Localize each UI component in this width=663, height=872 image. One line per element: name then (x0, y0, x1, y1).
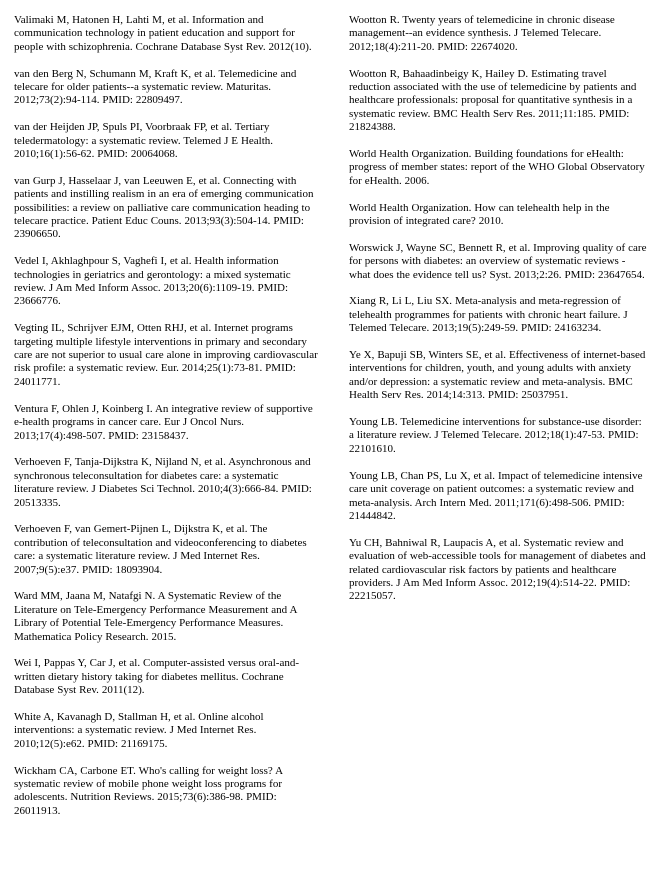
reference-entry: van der Heijden JP, Spuls PI, Voorbraak FP, et al. Tertiary teledermatology: a systematic review. Telemed J E Health. 2010;16(1):56-62. PMID: 20064068. (14, 121, 274, 161)
reference-entry: Verhoeven F, van Gemert-Pijnen L, Dijkstra K, et al. The contribution of teleconsultation and videoconferencing to diabetes care: a systematic literature review. J Med Internet Res. 2007;9(5):e37. PMID: 18093904. (14, 523, 307, 576)
reference-entry: Ward MM, Jaana M, Natafgi N. A Systematic Review of the Literature on Tele-Emergency Performance Measurement and A Library of Potential Tele-Emergency Performance Measures. Mathematica Policy Research. 2015. (14, 590, 297, 643)
reference-entry: Xiang R, Li L, Liu SX. Meta-analysis and meta-regression of telehealth programmes for patients with chronic heart failure. J Telemed Telecare. 2013;19(5):249-59. PMID: 24163234. (349, 295, 628, 335)
reference-entry: Young LB. Telemedicine interventions for substance-use disorder: a literature review. J Telemed Telecare. 2012;18(1):47-53. PMID: 22101610. (349, 416, 642, 455)
reference-entry: Wickham CA, Carbone ET. Who's calling for weight loss? A systematic review of mobile phone weight loss programs for adolescents. Nutrition Reviews. 2015;73(6):386-98. PMID: 26011913. (14, 764, 283, 817)
reference-entry: van Gurp J, Hasselaar J, van Leeuwen E, et al. Connecting with patients and instilling realism in an era of emerging communication possibilities: a review on palliative care communication heading to telecare practice. Patient Educ Couns. 2013;93(3):504-14. PMID: 23906650. (14, 174, 314, 241)
reference-entry: Vegting IL, Schrijver EJM, Otten RHJ, et al. Internet programs targeting multiple lifestyle interventions in primary and secondary care are not superior to usual care alone in improving cardiovascular risk profile: a systematic review. Eur. 2014;25(1):73-81. PMID: 24011771. (14, 322, 318, 388)
reference-entry: Wei I, Pappas Y, Car J, et al. Computer-assisted versus oral-and-written dietary history taking for diabetes mellitus. Cochrane Database Syst Rev. 2011(12). (14, 657, 299, 697)
reference-entry: Young LB, Chan PS, Lu X, et al. Impact of telemedicine intensive care unit coverage on patient outcomes: a systematic review and meta-analysis. Arch Intern Med. 2011;171(6):498-506. PMID: 21444842. (349, 469, 643, 522)
reference-entry: White A, Kavanagh D, Stallman H, et al. Online alcohol interventions: a systematic review. J Med Internet Res. 2010;12(5):e62. PMID: 21169175. (14, 710, 264, 750)
reference-entry: Ventura F, Ohlen J, Koinberg I. An integrative review of supportive e-health programs in cancer care. Eur J Oncol Nurs. 2013;17(4):498-507. PMID: 23158437. (14, 402, 313, 442)
references-column-right (349, 14, 649, 617)
reference-entry: Ye X, Bapuji SB, Winters SE, et al. Effectiveness of internet-based interventions for children, youth, and young adults with anxiety and/or depression: a systematic review and meta-analysis. BMC Health Serv Res. 2014;14:313. PMID: 25037951. (349, 349, 646, 402)
reference-entry: Valimaki M, Hatonen H, Lahti M, et al. Information and communication technology in patient education and support for people with schizophrenia. Cochrane Database Syst Rev. 2012(10). (14, 14, 312, 53)
reference-entry: Vedel I, Akhlaghpour S, Vaghefi I, et al. Health information technologies in geriatrics and gerontology: a mixed systematic review. J Am Med Inform Assoc. 2013;20(6):1109-19. PMID: 23666776. (14, 255, 291, 308)
reference-entry: Worswick J, Wayne SC, Bennett R, et al. Improving quality of care for persons with diabetes: an overview of systematic reviews - what does the evidence tell us? Syst. 2013;2:26. PMID: 23647654. (349, 241, 647, 281)
reference-entry: World Health Organization. Building foundations for eHealth: progress of member states: report of the WHO Global Observatory for eHealth. 2006. (349, 148, 645, 187)
reference-entry: Wootton R, Bahaadinbeigy K, Hailey D. Estimating travel reduction associated with the use of telemedicine by patients and healthcare professionals: proposal for quantitative synthesis in a systematic review. BMC Health Serv Res. 2011;11:185. PMID: 21824388. (349, 67, 637, 134)
reference-entry: Wootton R. Twenty years of telemedicine in chronic disease management--an evidence synthesis. J Telemed Telecare. 2012;18(4):211-20. PMID: 22674020. (349, 14, 615, 53)
references-column-left (14, 14, 318, 832)
reference-entry: World Health Organization. How can telehealth help in the provision of integrated care? 2010. (349, 201, 610, 228)
reference-entry: Yu CH, Bahniwal R, Laupacis A, et al. Systematic review and evaluation of web-accessible tools for management of diabetes and related cardiovascular risk factors by patients and healthcare providers. J Am Med Inform Assoc. 2012;19(4):514-22. PMID: 22215057. (349, 536, 646, 603)
reference-entry: van den Berg N, Schumann M, Kraft K, et al. Telemedicine and telecare for older patients--a systematic review. Maturitas. 2012;73(2):94-114. PMID: 22809497. (14, 67, 297, 107)
reference-entry: Verhoeven F, Tanja-Dijkstra K, Nijland N, et al. Asynchronous and synchronous teleconsultation for diabetes care: a systematic literature review. J Diabetes Sci Technol. 2010;4(3):666-84. PMID: 20513335. (14, 456, 312, 509)
